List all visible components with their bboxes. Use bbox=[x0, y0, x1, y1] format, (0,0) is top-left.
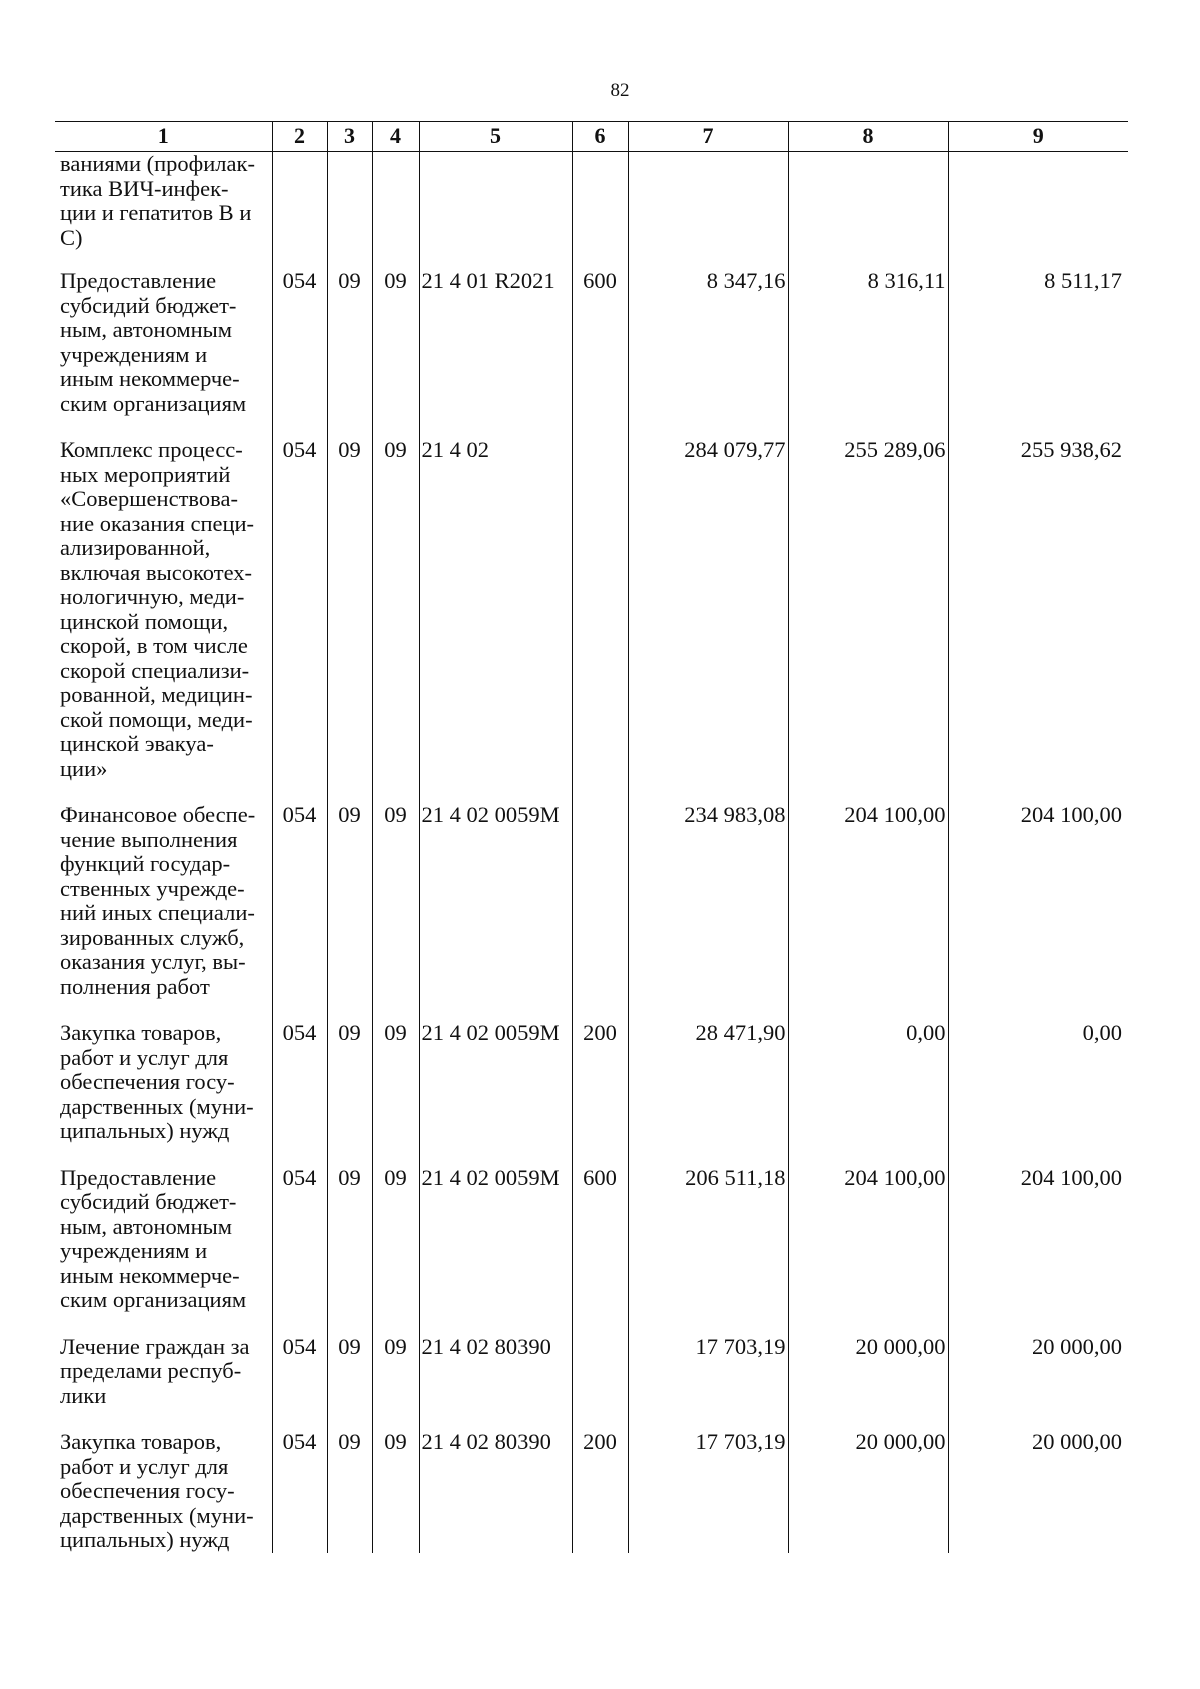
table-row bbox=[55, 438, 1128, 803]
row-name-line: обеспечения госу- bbox=[60, 1478, 235, 1503]
amount-col9-cell: 0,00 bbox=[948, 1021, 1128, 1166]
row-name-line: тика ВИЧ-инфек- bbox=[60, 175, 229, 201]
header-col-9: 9 bbox=[948, 122, 1128, 152]
table-row bbox=[55, 1335, 1128, 1431]
target-article-cell: 21 4 01 R2021 bbox=[419, 269, 572, 438]
row-name-line: скорой специализи- bbox=[60, 657, 250, 683]
expense-type-cell bbox=[572, 152, 628, 270]
row-name-cell bbox=[55, 1335, 272, 1431]
row-name-cell bbox=[55, 1166, 272, 1335]
header-col-4: 4 bbox=[372, 122, 419, 152]
amount-col8-cell: 0,00 bbox=[788, 1021, 948, 1166]
expense-type-cell bbox=[572, 1335, 628, 1431]
row-name-line: Комплекс процесс- bbox=[60, 437, 243, 462]
row-name-line: ской помощи, меди- bbox=[60, 706, 253, 732]
row-name-line: ний иных специали- bbox=[60, 900, 255, 925]
target-article-cell: 21 4 02 0059M bbox=[419, 1166, 572, 1335]
amount-col8-cell: 204 100,00 bbox=[788, 803, 948, 1021]
target-article-cell: 21 4 02 80390 bbox=[419, 1335, 572, 1431]
admin-code-cell: 054 bbox=[272, 1166, 327, 1335]
subsection-code-cell: 09 bbox=[372, 269, 419, 438]
amount-col7-cell: 8 347,16 bbox=[628, 269, 788, 438]
section-code-cell: 09 bbox=[327, 1430, 372, 1553]
admin-code-cell: 054 bbox=[272, 269, 327, 438]
row-name-line: работ и услуг для bbox=[60, 1044, 229, 1070]
header-col-8: 8 bbox=[788, 122, 948, 152]
amount-col8-cell bbox=[788, 152, 948, 270]
row-name-line: чение выполнения bbox=[60, 826, 238, 852]
table-body bbox=[55, 152, 1128, 1553]
row-name-line: субсидий бюджет- bbox=[60, 292, 237, 318]
row-name-line: ственных учрежде- bbox=[60, 875, 245, 901]
row-name-cell bbox=[55, 1021, 272, 1166]
page-number: 82 bbox=[610, 80, 630, 101]
row-name-cell bbox=[55, 152, 272, 270]
row-name-line: полнения работ bbox=[60, 973, 210, 999]
row-name-cell bbox=[55, 269, 272, 438]
amount-col9-cell: 204 100,00 bbox=[948, 1166, 1128, 1335]
target-article-cell: 21 4 02 80390 bbox=[419, 1430, 572, 1553]
row-name-line: C) bbox=[60, 224, 83, 250]
target-article-cell: 21 4 02 bbox=[419, 438, 572, 803]
row-name-line: цинской помощи, bbox=[60, 608, 229, 634]
table-row bbox=[55, 152, 1128, 270]
row-name-line: цинской эвакуа- bbox=[60, 731, 214, 756]
subsection-code-cell: 09 bbox=[372, 1335, 419, 1431]
row-name-line: субсидий бюджет- bbox=[60, 1189, 237, 1214]
target-article-cell: 21 4 02 0059M bbox=[419, 1021, 572, 1166]
expense-type-cell: 600 bbox=[572, 1166, 628, 1335]
amount-col9-cell: 255 938,62 bbox=[948, 438, 1128, 803]
admin-code-cell: 054 bbox=[272, 1335, 327, 1431]
amount-col9-cell: 20 000,00 bbox=[948, 1430, 1128, 1553]
row-name-line: пределами респуб- bbox=[60, 1358, 242, 1383]
header-col-3: 3 bbox=[327, 122, 372, 152]
row-name-cell bbox=[55, 438, 272, 803]
row-name-line: Предоставление bbox=[60, 268, 217, 293]
header-col-7: 7 bbox=[628, 122, 788, 152]
amount-col8-cell: 20 000,00 bbox=[788, 1335, 948, 1431]
row-name-line: ных мероприятий bbox=[60, 461, 231, 487]
header-col-2: 2 bbox=[272, 122, 327, 152]
subsection-code-cell bbox=[372, 152, 419, 270]
subsection-code-cell: 09 bbox=[372, 1166, 419, 1335]
row-name-line: дарственных (муни- bbox=[60, 1093, 254, 1119]
row-name-line: Финансовое обеспе- bbox=[60, 802, 256, 827]
subsection-code-cell: 09 bbox=[372, 1021, 419, 1166]
section-code-cell: 09 bbox=[327, 269, 372, 438]
amount-col8-cell: 204 100,00 bbox=[788, 1166, 948, 1335]
row-name-line: нологичную, меди- bbox=[60, 584, 245, 609]
row-name-cell bbox=[55, 1430, 272, 1553]
subsection-code-cell: 09 bbox=[372, 1430, 419, 1553]
row-name-line: иным некоммерче- bbox=[60, 366, 240, 391]
row-name-line: лики bbox=[60, 1382, 107, 1408]
table-row bbox=[55, 1430, 1128, 1553]
row-name-line: функций государ- bbox=[60, 851, 231, 876]
amount-col7-cell: 17 703,19 bbox=[628, 1430, 788, 1553]
header-col-5: 5 bbox=[419, 122, 572, 152]
amount-col7-cell: 206 511,18 bbox=[628, 1166, 788, 1335]
row-name-line: скорой, в том числе bbox=[60, 633, 248, 658]
table-row bbox=[55, 803, 1128, 1021]
row-name-line: работ и услуг для bbox=[60, 1453, 229, 1479]
row-name-line: включая высокотех- bbox=[60, 559, 252, 585]
table-row bbox=[55, 269, 1128, 438]
row-name-line: оказания услуг, вы- bbox=[60, 949, 246, 974]
row-name-line: ным, автономным bbox=[60, 1213, 232, 1239]
expense-type-cell bbox=[572, 803, 628, 1021]
budget-table bbox=[55, 121, 1128, 1553]
section-code-cell: 09 bbox=[327, 1021, 372, 1166]
expense-type-cell: 200 bbox=[572, 1021, 628, 1166]
header-col-1: 1 bbox=[55, 122, 272, 152]
amount-col7-cell: 17 703,19 bbox=[628, 1335, 788, 1431]
row-name-line: Предоставление bbox=[60, 1164, 217, 1190]
header-col-6: 6 bbox=[572, 122, 628, 152]
row-name-line: ции» bbox=[60, 755, 108, 781]
section-code-cell: 09 bbox=[327, 1166, 372, 1335]
amount-col7-cell: 28 471,90 bbox=[628, 1021, 788, 1166]
row-name-line: ципальных) нужд bbox=[60, 1118, 230, 1143]
amount-col7-cell bbox=[628, 152, 788, 270]
amount-col8-cell: 8 316,11 bbox=[788, 269, 948, 438]
row-name-line: ваниями (профилак- bbox=[60, 151, 255, 176]
row-name-line: ние оказания специ- bbox=[60, 510, 255, 536]
row-name-line: зированных служб, bbox=[60, 924, 245, 950]
amount-col9-cell: 204 100,00 bbox=[948, 803, 1128, 1021]
amount-col9-cell: 8 511,17 bbox=[948, 269, 1128, 438]
row-name-line: иным некоммерче- bbox=[60, 1262, 240, 1288]
row-name-line: «Совершенствова- bbox=[60, 486, 238, 511]
amount-col9-cell bbox=[948, 152, 1128, 270]
amount-col7-cell: 234 983,08 bbox=[628, 803, 788, 1021]
row-name-line: Закупка товаров, bbox=[60, 1429, 222, 1454]
row-name-line: обеспечения госу- bbox=[60, 1069, 235, 1094]
admin-code-cell: 054 bbox=[272, 1021, 327, 1166]
row-name-cell bbox=[55, 803, 272, 1021]
row-name-line: учреждениям и bbox=[60, 341, 208, 367]
row-name-line: ным, автономным bbox=[60, 317, 232, 342]
section-code-cell bbox=[327, 152, 372, 270]
row-name-line: ции и гепатитов B и bbox=[60, 200, 252, 225]
row-name-line: учреждениям и bbox=[60, 1238, 208, 1263]
row-name-line: Лечение граждан за bbox=[60, 1333, 250, 1359]
expense-type-cell bbox=[572, 438, 628, 803]
section-code-cell: 09 bbox=[327, 1335, 372, 1431]
subsection-code-cell: 09 bbox=[372, 438, 419, 803]
amount-col8-cell: 255 289,06 bbox=[788, 438, 948, 803]
target-article-cell bbox=[419, 152, 572, 270]
row-name-line: рованной, медицин- bbox=[60, 682, 253, 707]
row-name-line: ским организациям bbox=[60, 1287, 247, 1312]
row-name-line: Закупка товаров, bbox=[60, 1020, 222, 1045]
amount-col7-cell: 284 079,77 bbox=[628, 438, 788, 803]
row-name-line: дарственных (муни- bbox=[60, 1502, 254, 1528]
amount-col8-cell: 20 000,00 bbox=[788, 1430, 948, 1553]
section-code-cell: 09 bbox=[327, 803, 372, 1021]
row-name-line: ализированной, bbox=[60, 535, 211, 560]
admin-code-cell: 054 bbox=[272, 438, 327, 803]
admin-code-cell: 054 bbox=[272, 803, 327, 1021]
header-row bbox=[55, 122, 1128, 152]
expense-type-cell: 200 bbox=[572, 1430, 628, 1553]
subsection-code-cell: 09 bbox=[372, 803, 419, 1021]
target-article-cell: 21 4 02 0059M bbox=[419, 803, 572, 1021]
section-code-cell: 09 bbox=[327, 438, 372, 803]
admin-code-cell bbox=[272, 152, 327, 270]
table-row bbox=[55, 1166, 1128, 1335]
row-name-line: ципальных) нужд bbox=[60, 1527, 230, 1552]
amount-col9-cell: 20 000,00 bbox=[948, 1335, 1128, 1431]
expense-type-cell: 600 bbox=[572, 269, 628, 438]
table-row bbox=[55, 1021, 1128, 1166]
row-name-line: ским организациям bbox=[60, 390, 247, 416]
admin-code-cell: 054 bbox=[272, 1430, 327, 1553]
